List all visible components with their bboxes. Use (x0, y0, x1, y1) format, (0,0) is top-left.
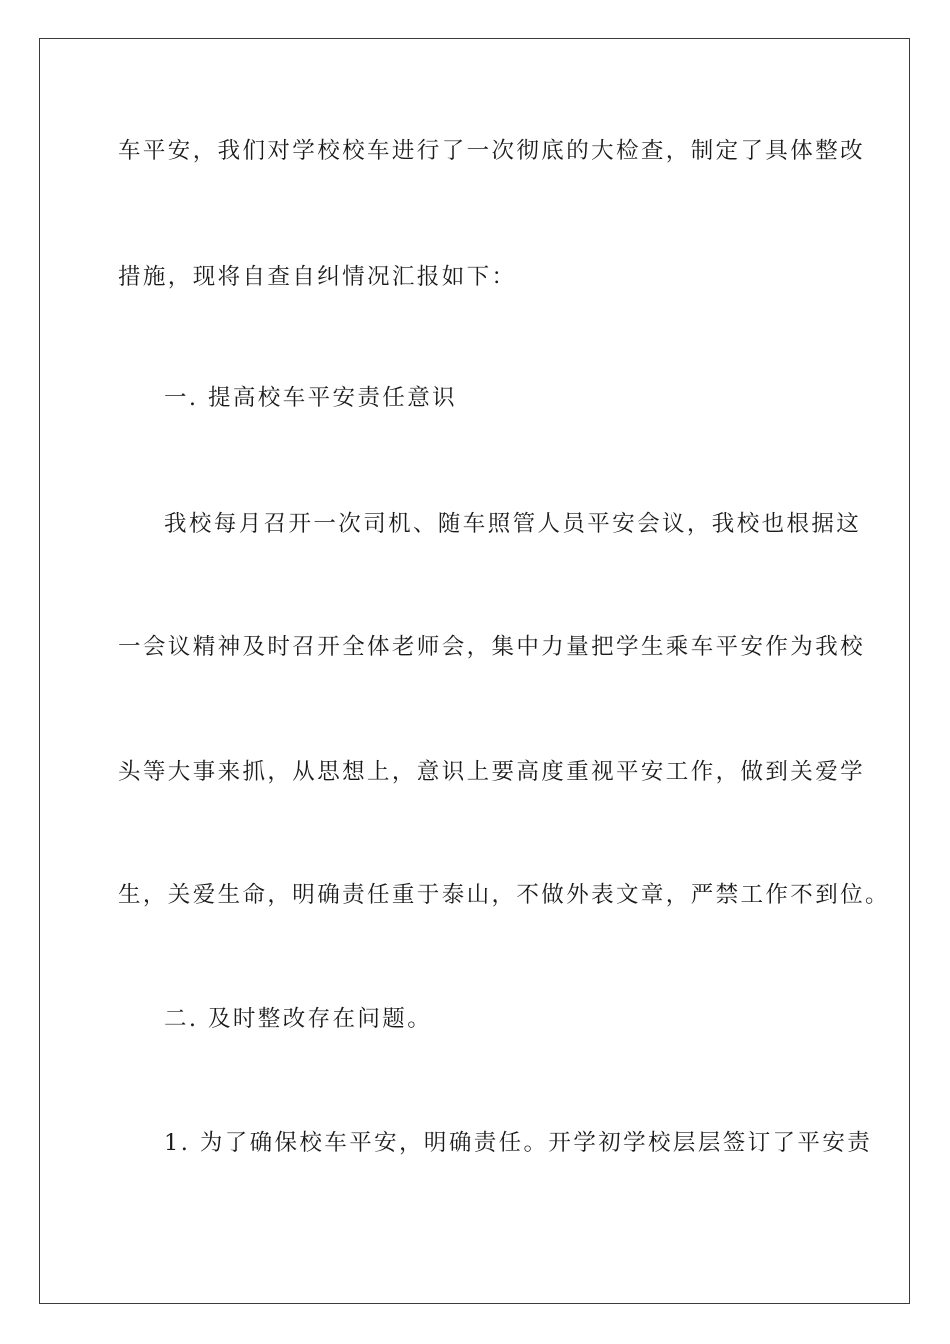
body-text-line: 头等大事来抓，从思想上，意识上要高度重视平安工作，做到关爱学 (118, 759, 866, 785)
body-text-line: 生，关爱生命，明确责任重于泰山，不做外表文章，严禁工作不到位。 (118, 882, 890, 908)
body-text-line: 措施，现将自查自纠情况汇报如下： (118, 264, 517, 290)
body-text-line: 一会议精神及时召开全体老师会，集中力量把学生乘车平安作为我校 (118, 634, 866, 660)
page-border (39, 38, 910, 1304)
list-item-1: 1. 为了确保校车平安，明确责任。开学初学校层层签订了平安责 (164, 1130, 873, 1156)
body-text-line: 我校每月召开一次司机、随车照管人员平安会议，我校也根据这 (164, 511, 862, 537)
section-heading-1: 一. 提高校车平安责任意识 (164, 385, 458, 411)
body-text-line: 车平安，我们对学校校车进行了一次彻底的大检查，制定了具体整改 (118, 138, 866, 164)
section-heading-2: 二. 及时整改存在问题。 (164, 1006, 433, 1032)
